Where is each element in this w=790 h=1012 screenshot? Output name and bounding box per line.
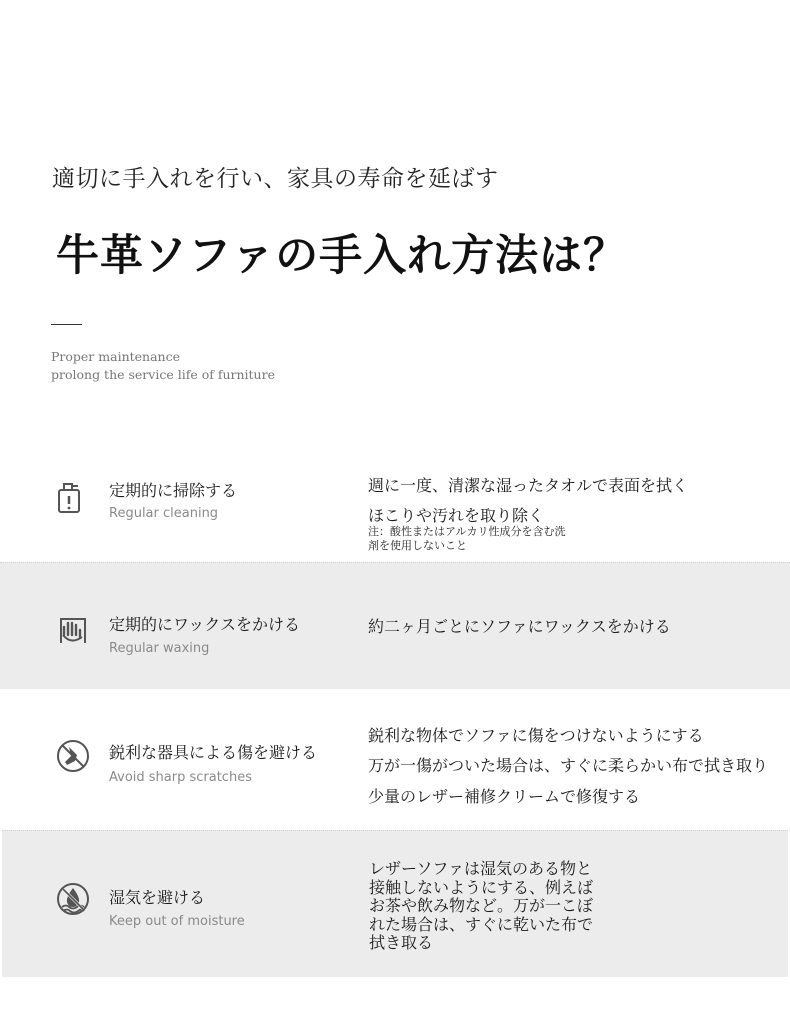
moisture-label: 湿気を避ける (109, 888, 206, 907)
cleaning-bottle-icon (52, 480, 88, 516)
cleaning-label-en: Regular cleaning (109, 506, 219, 521)
sharp-desc-line2: 万が一傷がついた場合は、すぐに柔らかい布で拭き取り (368, 756, 769, 775)
section-waxing (0, 562, 790, 689)
moisture-desc-line2: 接触しないようにする、例えば (369, 877, 594, 897)
cleaning-label: 定期的に掃除する (109, 481, 238, 500)
cleaning-note-line2: 剤を使用しないこと (368, 539, 467, 552)
moisture-desc-line4: れた場合は、すぐに乾いた布で (369, 914, 594, 934)
waxing-hand-icon (55, 613, 91, 649)
waxing-label-en: Regular waxing (109, 641, 210, 656)
moisture-desc-line1: レザーソファは湿気のある物と (369, 859, 593, 878)
moisture-desc-line3: お茶や飲み物など。万が一こぼ (369, 896, 594, 915)
page-title: 牛革ソファの手入れ方法は？ (56, 231, 628, 281)
cleaning-desc-line1: 週に一度、清潔な湿ったタオルで表面を拭く (368, 476, 689, 495)
no-moisture-icon (55, 881, 91, 917)
moisture-label-en: Keep out of moisture (109, 914, 245, 929)
waxing-label: 定期的にワックスをかける (109, 615, 301, 634)
cleaning-note-line1: 注：酸性またはアルカリ性成分を含む洗 (368, 525, 566, 538)
sharp-desc-line1: 鋭利な物体でソファに傷をつけないようにする (368, 726, 704, 745)
sharp-label: 鋭利な器具による傷を避ける (109, 743, 318, 762)
english-tagline-line1: Proper maintenance (51, 349, 180, 364)
title-divider (51, 324, 82, 325)
sharp-label-en: Avoid sharp scratches (109, 770, 252, 785)
page-subtitle: 適切に手入れを行い、家具の寿命を延ばす (52, 166, 499, 192)
english-tagline-line2: prolong the service life of furniture (51, 367, 275, 382)
moisture-desc (369, 860, 619, 953)
no-sharp-objects-icon (55, 738, 91, 774)
sharp-desc-line3: 少量のレザー補修クリームで修復する (368, 787, 641, 806)
moisture-desc-line5: 拭き取る (369, 933, 434, 952)
waxing-desc-line1: 約二ヶ月ごとにソファにワックスをかける (368, 617, 671, 636)
section-cleaning (0, 460, 790, 560)
section-sharp (0, 690, 790, 830)
cleaning-desc-line2: ほこりや汚れを取り除く (368, 506, 545, 525)
